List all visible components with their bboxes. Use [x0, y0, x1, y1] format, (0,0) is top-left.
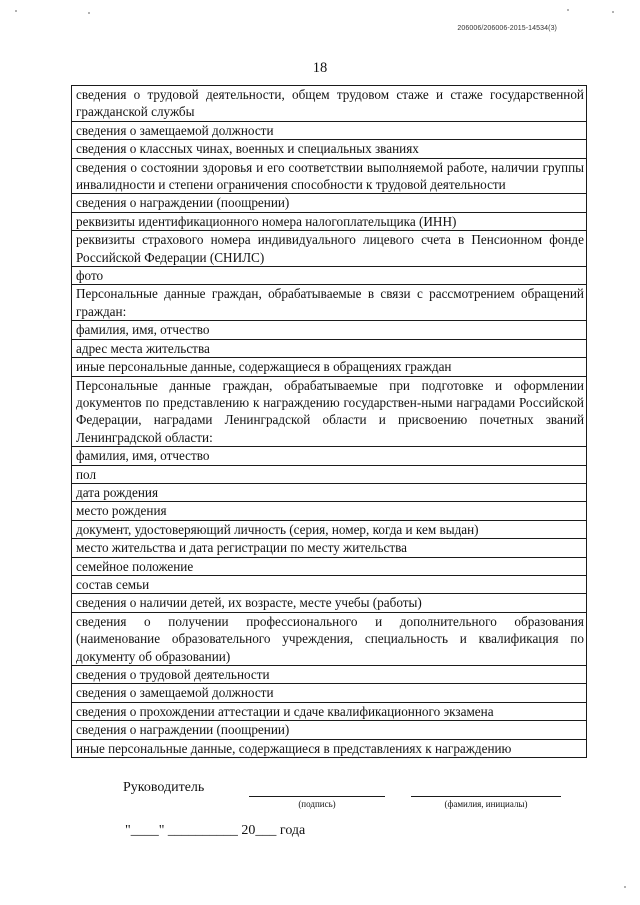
table-cell: дата рождения: [72, 483, 587, 501]
table-cell: состав семьи: [72, 575, 587, 593]
table-row: [72, 212, 587, 230]
table-row: [72, 539, 587, 557]
table-cell: сведения о трудовой деятельности, общем трудовом стаже и стаже государственной гражданской службы: [72, 86, 587, 122]
table-cell: документ, удостоверяющий личность (серия, номер, когда и кем выдан): [72, 520, 587, 538]
table-cell: реквизиты идентификационного номера налогоплательщика (ИНН): [72, 212, 587, 230]
table-row: [72, 465, 587, 483]
table-row: [72, 502, 587, 520]
table-row: [72, 702, 587, 720]
document-id: 206006/206006-2015-14534(3): [457, 25, 557, 32]
table-row: [72, 520, 587, 538]
table-row: [72, 358, 587, 376]
table-cell: иные персональные данные, содержащиеся в обращениях граждан: [72, 358, 587, 376]
table-cell: сведения о получении профессионального и дополнительного образования (наименование образовательного учреждения, специальность и квалификация по документу об образовании): [72, 612, 587, 665]
table-row: [72, 557, 587, 575]
table-row: [72, 739, 587, 757]
table-row: [72, 447, 587, 465]
scan-speck: [567, 9, 569, 11]
table-row: [72, 339, 587, 357]
name-caption: (фамилия, инициалы): [444, 799, 528, 809]
table-row: [72, 140, 587, 158]
table-cell: адрес места жительства: [72, 339, 587, 357]
table-row: [72, 194, 587, 212]
signature-line: [249, 796, 385, 797]
table-cell: сведения о прохождении аттестации и сдаче квалификационного экзамена: [72, 702, 587, 720]
table-cell: сведения о награждении (поощрении): [72, 721, 587, 739]
table-row: [72, 376, 587, 447]
table-cell: пол: [72, 465, 587, 483]
table-cell: реквизиты страхового номера индивидуального лицевого счета в Пенсионном фонде Российской Федерации (СНИЛС): [72, 231, 587, 267]
table-row: [72, 612, 587, 665]
scan-speck: [624, 886, 626, 888]
signature-caption: (подпись): [298, 799, 336, 809]
table-cell: место рождения: [72, 502, 587, 520]
table-cell: семейное положение: [72, 557, 587, 575]
table-row: [72, 121, 587, 139]
name-line: [411, 796, 561, 797]
date-line: "____" __________ 20___ года: [125, 823, 306, 838]
table-row: [72, 594, 587, 612]
table-row: [72, 483, 587, 501]
table-cell: фамилия, имя, отчество: [72, 321, 587, 339]
scan-speck: [612, 11, 614, 13]
table-row: [72, 86, 587, 122]
scan-speck: [15, 10, 17, 12]
table-row: [72, 721, 587, 739]
table-cell: сведения о наличии детей, их возрасте, месте учебы (работы): [72, 594, 587, 612]
table-cell: фото: [72, 267, 587, 285]
section-heading-cell: Персональные данные граждан, обрабатываемые в связи с рассмотрением обращений граждан:: [72, 285, 587, 321]
table-cell: сведения о трудовой деятельности: [72, 666, 587, 684]
table-cell: сведения о награждении (поощрении): [72, 194, 587, 212]
table-cell: сведения о замещаемой должности: [72, 684, 587, 702]
table-row: [72, 575, 587, 593]
signatory-role: Руководитель: [123, 780, 205, 795]
table-row: [72, 666, 587, 684]
scan-speck: [88, 12, 90, 14]
table-cell: сведения о состоянии здоровья и его соответствии выполняемой работе, наличии группы инвалидности и степени ограничения способности к трудовой деятельности: [72, 158, 587, 194]
table-cell: сведения о классных чинах, военных и специальных званиях: [72, 140, 587, 158]
section-heading-cell: Персональные данные граждан, обрабатываемые при подготовке и оформлении документов по представлению к награждению государствен-ными наградами Российской Федерации, наградами Ленинградской области и присвоению почетных званий Ленинградской области:: [72, 376, 587, 447]
personal-data-table: [71, 85, 587, 758]
table-cell: фамилия, имя, отчество: [72, 447, 587, 465]
signature-block: [0, 780, 640, 840]
table-row: [72, 231, 587, 267]
table-row: [72, 321, 587, 339]
table-cell: место жительства и дата регистрации по месту жительства: [72, 539, 587, 557]
table-cell: иные персональные данные, содержащиеся в представлениях к награждению: [72, 739, 587, 757]
table-row: [72, 285, 587, 321]
table-cell: сведения о замещаемой должности: [72, 121, 587, 139]
table-row: [72, 158, 587, 194]
page-number: 18: [312, 60, 328, 76]
table-row: [72, 684, 587, 702]
table-row: [72, 267, 587, 285]
